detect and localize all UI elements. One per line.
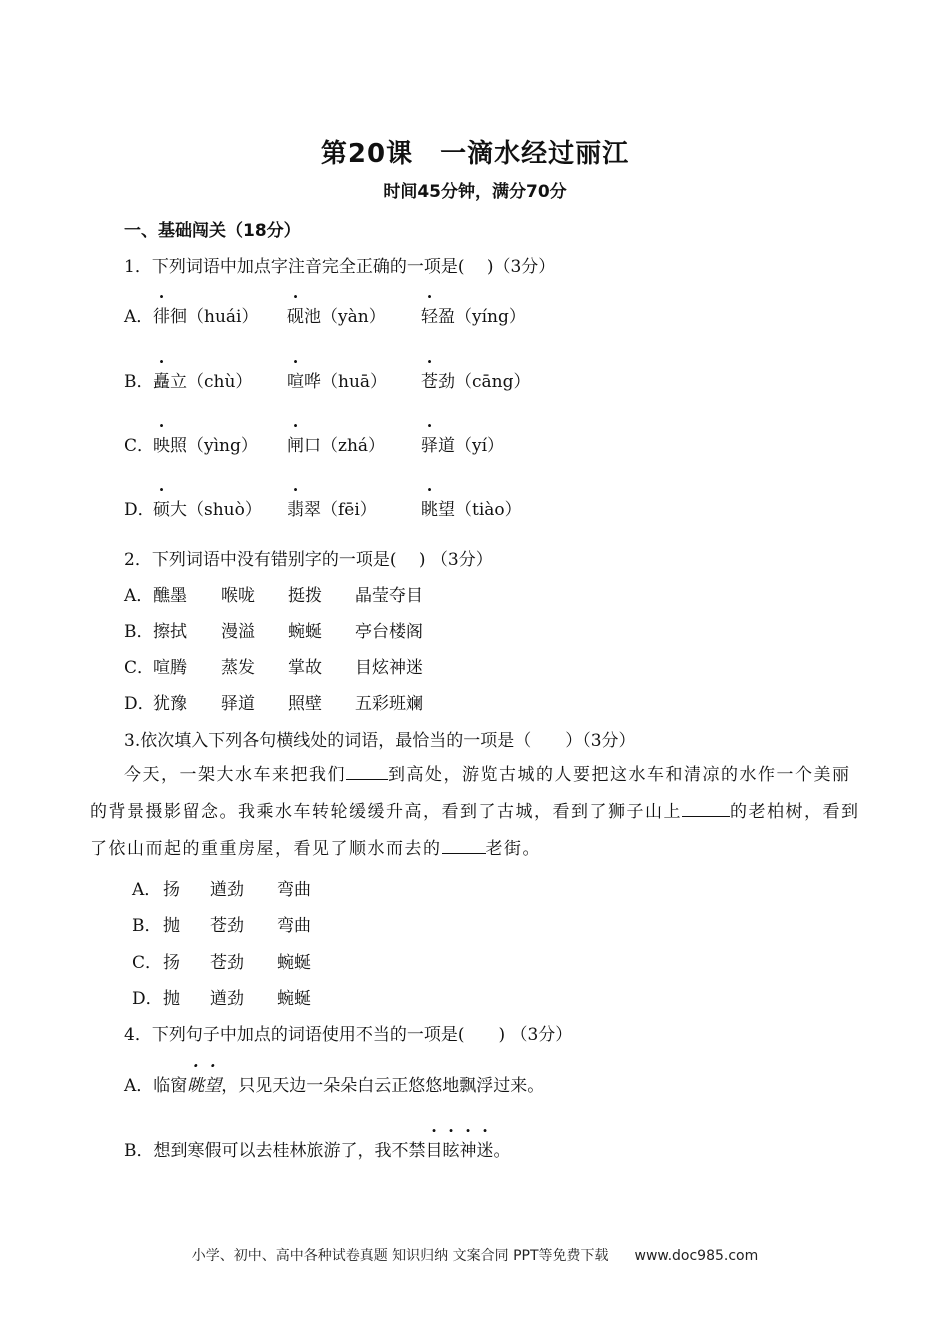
- question-4-option-a: [124, 1071, 544, 1096]
- option-text: 。: [493, 1141, 511, 1161]
- dotted-word-chars: [426, 1141, 494, 1161]
- plain-char: 照: [170, 436, 187, 456]
- pinyin: （shuò）: [187, 500, 262, 520]
- plain-char: 徊: [170, 307, 187, 327]
- option-label: B．: [124, 622, 154, 642]
- option-label: D．: [124, 694, 155, 714]
- page-title: 第20课 一滴水经过丽江: [320, 139, 630, 169]
- dotted-char: 矗: [153, 372, 170, 392]
- plain-char: 劲: [438, 372, 455, 392]
- plain-char: 道: [438, 436, 455, 456]
- dotted-char: 目: [425, 1141, 443, 1161]
- option-word: [287, 367, 387, 392]
- question-1-stem: 1．下列词语中加点字注音完全正确的一项是( )（3分）: [124, 257, 556, 277]
- option-word: [287, 495, 377, 520]
- option-word: 亭台楼阁: [355, 622, 423, 642]
- option-label: C．: [124, 658, 155, 678]
- pinyin: （zhá）: [321, 436, 386, 456]
- option-text: 想到寒假可以去桂林旅游了，我不禁: [153, 1141, 426, 1161]
- footer-url[interactable]: www.doc985.com: [634, 1248, 759, 1264]
- option-word: [421, 431, 504, 456]
- passage-part: 老街。: [485, 839, 541, 859]
- option-word: 蜿蜒: [288, 622, 322, 642]
- option-word: 犹豫: [153, 694, 187, 714]
- question-2-stem: 2．下列词语中没有错别字的一项是( ) （3分）: [124, 550, 493, 570]
- question-3-stem: 3.依次填入下列各句横线处的词语，最恰当的一项是（ ）（3分）: [124, 731, 636, 751]
- dotted-char: 翡: [287, 500, 304, 520]
- passage-part: 的老柏树，看到了依山而起的重重房屋，看见了顺水而去的: [90, 802, 860, 859]
- blank-1: [346, 765, 388, 780]
- option-text: 临窗: [153, 1076, 188, 1096]
- q3-option-b: [132, 911, 432, 936]
- option-word: 蒸发: [221, 658, 255, 678]
- option-word: [153, 302, 258, 327]
- plain-char: 口: [304, 436, 321, 456]
- dotted-char: 硕: [153, 500, 170, 520]
- option-word: [153, 495, 262, 520]
- option-word: 苍劲: [210, 916, 244, 936]
- option-word: 遒劲: [210, 880, 244, 900]
- option-label: B．: [124, 1141, 154, 1161]
- option-word: 喧腾: [153, 658, 187, 678]
- option-label: B．: [124, 372, 154, 392]
- option-word: 掌故: [288, 658, 322, 678]
- passage-part: 今天，一架大水车来把我们: [124, 765, 346, 785]
- pinyin: （chù）: [187, 372, 253, 392]
- option-label: C．: [132, 953, 163, 973]
- pinyin: （fēi）: [321, 500, 377, 520]
- dotted-char: 神: [459, 1141, 477, 1161]
- q1-option-a: [124, 302, 624, 327]
- option-word: 抛: [163, 989, 180, 1009]
- dotted-char: 眩: [442, 1141, 460, 1161]
- option-word: 弯曲: [277, 916, 311, 936]
- option-label: D．: [132, 989, 163, 1009]
- blank-3: [442, 839, 486, 854]
- option-word: [287, 302, 386, 327]
- option-word: 扬: [163, 880, 180, 900]
- dotted-char: 苍: [421, 372, 438, 392]
- q2-option-d: [124, 689, 524, 714]
- option-word: 晶莹夺目: [355, 586, 423, 606]
- plain-char: 翠: [304, 500, 321, 520]
- option-word: 五彩班斓: [355, 694, 423, 714]
- plain-char: 立: [170, 372, 187, 392]
- q3-option-d: [132, 984, 432, 1009]
- option-word: 蜿蜒: [277, 953, 311, 973]
- dotted-char: 眺: [187, 1076, 205, 1096]
- pinyin: （yí）: [455, 436, 505, 456]
- dotted-word: [187, 1076, 221, 1096]
- option-word: [153, 367, 252, 392]
- option-label: D．: [124, 500, 155, 520]
- dotted-char: 迷: [476, 1141, 494, 1161]
- page-subtitle: 时间45分钟，满分70分: [383, 182, 567, 202]
- option-word: [287, 431, 385, 456]
- passage-part: 到高处，游览古城的人要把这水车和清凉的水作一个美丽的背景摄影留念。我乘水车转轮缓缓升高，看到了古城，看到了狮子山上: [90, 765, 851, 822]
- footer: [0, 1245, 950, 1265]
- option-word: 扬: [163, 953, 180, 973]
- dotted-char: 喧: [287, 372, 304, 392]
- option-word: [153, 431, 258, 456]
- option-label: A．: [124, 1076, 154, 1096]
- option-word: 照壁: [288, 694, 322, 714]
- pinyin: （huái）: [187, 307, 259, 327]
- section-heading: 一、基础闯关（18分）: [124, 221, 301, 241]
- option-word: [421, 302, 526, 327]
- dotted-char: 望: [204, 1076, 222, 1096]
- question-4-option-b: [124, 1136, 511, 1161]
- q2-option-a: [124, 581, 524, 606]
- question-3-passage: [90, 757, 865, 868]
- option-label: B．: [132, 916, 162, 936]
- option-word: [421, 495, 522, 520]
- option-word: 蜿蜒: [277, 989, 311, 1009]
- option-word: 目炫神迷: [355, 658, 423, 678]
- dotted-char: 徘: [153, 307, 170, 327]
- plain-char: 望: [438, 500, 455, 520]
- pinyin: （yíng）: [455, 307, 526, 327]
- plain-char: 大: [170, 500, 187, 520]
- option-word: 挺拨: [288, 586, 322, 606]
- dotted-char: 驿: [421, 436, 438, 456]
- dotted-char: 眺: [421, 500, 438, 520]
- option-word: 擦拭: [153, 622, 187, 642]
- q3-option-c: [132, 948, 432, 973]
- plain-char: 盈: [438, 307, 455, 327]
- option-text: ，只见天边一朵朵白云正悠悠地飘浮过来。: [221, 1076, 545, 1096]
- dotted-char: 砚: [287, 307, 304, 327]
- dotted-char: 映: [153, 436, 170, 456]
- footer-text: 小学、初中、高中各种试卷真题 知识归纳 文案合同 PPT等免费下载: [191, 1248, 609, 1264]
- q1-option-d: [124, 495, 624, 520]
- dotted-word: [426, 1141, 494, 1161]
- plain-char: 哗: [304, 372, 321, 392]
- q3-option-a: [132, 875, 432, 900]
- option-word: 喉咙: [221, 586, 255, 606]
- pinyin: （yàn）: [321, 307, 386, 327]
- pinyin: （huā）: [321, 372, 388, 392]
- option-label: A．: [124, 307, 154, 327]
- option-word: 驿道: [221, 694, 255, 714]
- dotted-char: 闸: [287, 436, 304, 456]
- option-word: 苍劲: [210, 953, 244, 973]
- dotted-char: 轻: [421, 307, 438, 327]
- q1-option-c: [124, 431, 624, 456]
- option-word: 遒劲: [210, 989, 244, 1009]
- pinyin: （cāng）: [455, 372, 531, 392]
- q1-option-b: [124, 367, 624, 392]
- option-label: A．: [132, 880, 162, 900]
- option-word: [421, 367, 531, 392]
- option-label: C．: [124, 436, 155, 456]
- option-word: 弯曲: [277, 880, 311, 900]
- option-word: 漫溢: [221, 622, 255, 642]
- pinyin: （tiào）: [455, 500, 522, 520]
- q2-option-c: [124, 653, 524, 678]
- question-4-stem: 4．下列句子中加点的词语使用不当的一项是( ) （3分）: [124, 1025, 573, 1045]
- option-word: 醮墨: [153, 586, 187, 606]
- option-label: A．: [124, 586, 154, 606]
- pinyin: （yìng）: [187, 436, 258, 456]
- q2-option-b: [124, 617, 524, 642]
- dotted-word-chars: [187, 1076, 221, 1096]
- plain-char: 池: [304, 307, 321, 327]
- option-word: 抛: [163, 916, 180, 936]
- blank-2: [682, 802, 730, 817]
